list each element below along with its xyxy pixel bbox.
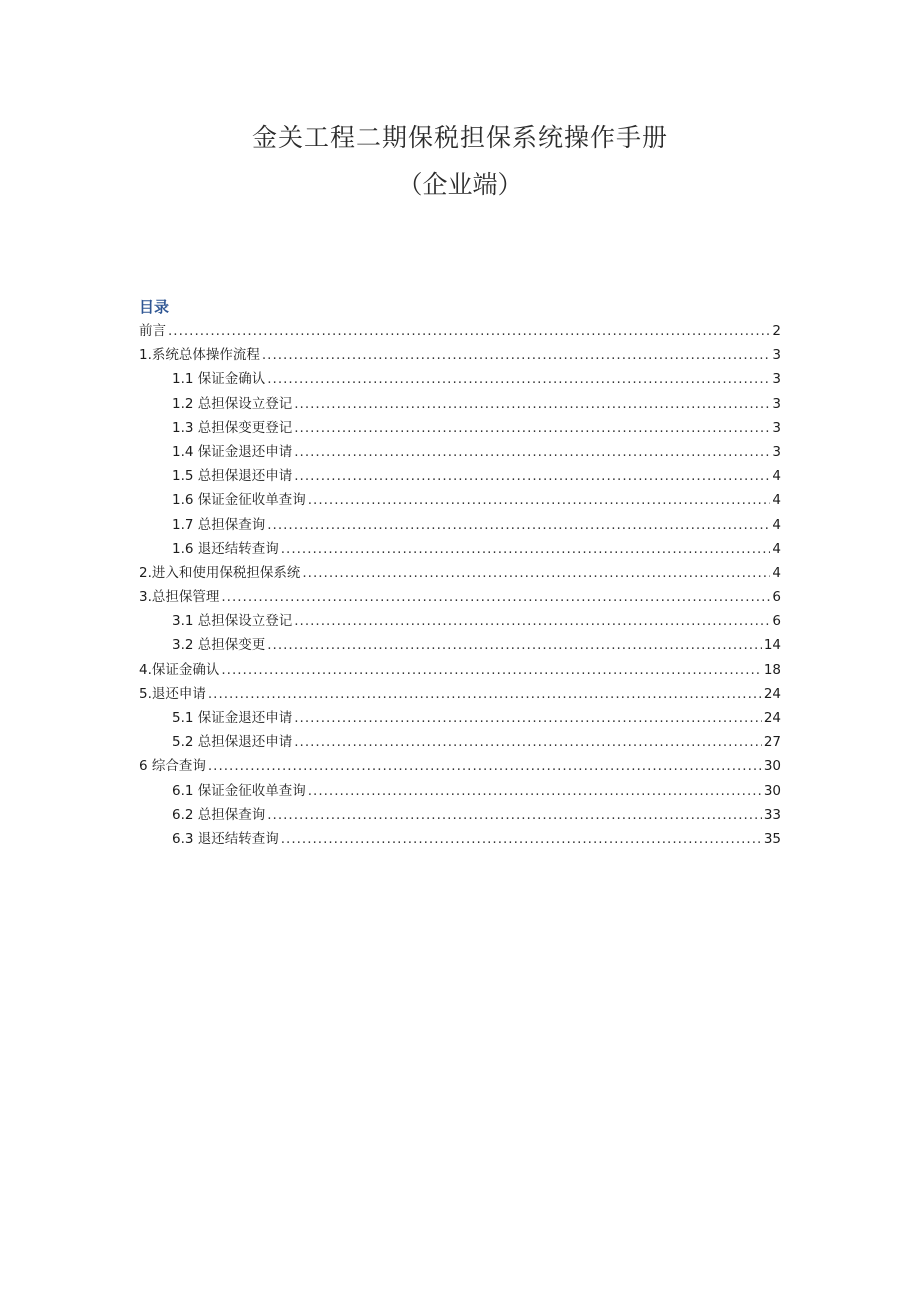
toc-entry-label: 3.2 总担保变更 (172, 637, 266, 654)
toc-entry-label: 1.3 总担保变更登记 (172, 419, 293, 436)
toc-entry-page-number: 18 (763, 661, 781, 678)
toc-dot-leader (208, 682, 762, 706)
toc-entry-label: 6 综合查询 (139, 758, 206, 775)
toc-entry[interactable] (139, 658, 781, 682)
toc-entry-page-number: 6 (772, 589, 781, 606)
toc-entry[interactable] (139, 392, 781, 416)
toc-entry[interactable] (139, 609, 781, 633)
toc-entry-page-number: 2 (772, 323, 781, 339)
toc-entry-label: 6.3 退还结转查询 (172, 830, 279, 847)
toc-dot-leader (267, 803, 762, 827)
toc-entry-label: 1.6 退还结转查询 (172, 540, 279, 557)
toc-entry[interactable] (139, 440, 781, 464)
toc-entry-page-number: 4 (772, 492, 781, 509)
toc-entry[interactable] (139, 779, 781, 803)
title-block (0, 114, 920, 208)
toc-entry-page-number: 6 (772, 613, 781, 630)
toc-entry[interactable] (139, 464, 781, 488)
toc-entry-label: 1.1 保证金确认 (172, 371, 266, 388)
toc-dot-leader (168, 319, 770, 343)
toc-entry-label: 1.系统总体操作流程 (139, 347, 260, 364)
toc-entry-page-number: 30 (763, 758, 781, 775)
toc-entry[interactable] (139, 561, 781, 585)
toc-entry-label: 1.4 保证金退还申请 (172, 443, 293, 460)
toc-dot-leader (281, 537, 771, 561)
toc-entry-page-number: 33 (763, 806, 781, 823)
toc-entry[interactable] (139, 513, 781, 537)
toc-entry[interactable] (139, 827, 781, 851)
toc-dot-leader (302, 561, 770, 585)
toc-entry-page-number: 4 (772, 468, 781, 485)
toc-entry[interactable] (139, 730, 781, 754)
toc-entry-page-number: 3 (772, 371, 781, 388)
toc-entry-label: 1.7 总担保查询 (172, 516, 266, 533)
toc-entry-page-number: 14 (763, 637, 781, 654)
toc-entry-page-number: 3 (772, 395, 781, 412)
toc-entry-label: 4.保证金确认 (139, 661, 220, 678)
toc-entry-page-number: 24 (763, 710, 781, 726)
toc-dot-leader (208, 754, 762, 778)
toc-dot-leader (262, 343, 771, 367)
toc-entry-label: 前言 (139, 323, 166, 339)
toc-dot-leader (294, 440, 770, 464)
toc-entry[interactable] (139, 367, 781, 391)
toc-dot-leader (221, 585, 770, 609)
toc-entry[interactable] (139, 488, 781, 512)
toc-entry[interactable] (139, 537, 781, 561)
toc-entry-page-number: 4 (772, 564, 781, 581)
toc-entry-label: 2.进入和使用保税担保系统 (139, 564, 301, 581)
toc-entry[interactable] (139, 803, 781, 827)
toc-dot-leader (308, 779, 762, 803)
document-title: 金关工程二期保税担保系统操作手册 (251, 123, 668, 152)
toc-dot-leader (294, 609, 770, 633)
toc-entry-label: 1.5 总担保退还申请 (172, 468, 293, 485)
toc-list (139, 319, 781, 851)
toc-dot-leader (221, 658, 761, 682)
toc-entry-page-number: 30 (763, 782, 781, 799)
toc-dot-leader (294, 706, 762, 730)
toc-entry[interactable] (139, 343, 781, 367)
toc-entry[interactable] (139, 416, 781, 440)
toc-entry-label: 5.2 总担保退还申请 (172, 734, 293, 751)
toc-entry-label: 6.2 总担保查询 (172, 806, 266, 823)
toc-dot-leader (267, 367, 770, 391)
toc-dot-leader (294, 730, 762, 754)
table-of-contents (139, 295, 781, 851)
toc-entry-label: 6.1 保证金征收单查询 (172, 782, 306, 799)
toc-heading: 目录 (139, 298, 170, 316)
toc-entry[interactable] (139, 706, 781, 730)
toc-dot-leader (281, 827, 762, 851)
toc-entry-page-number: 35 (763, 830, 781, 847)
toc-dot-leader (267, 633, 762, 657)
toc-dot-leader (294, 464, 770, 488)
toc-entry-label: 3.总担保管理 (139, 589, 220, 606)
toc-dot-leader (294, 416, 770, 440)
toc-entry-page-number: 4 (772, 516, 781, 533)
toc-entry[interactable] (139, 585, 781, 609)
toc-entry-page-number: 3 (772, 347, 781, 364)
toc-entry-label: 3.1 总担保设立登记 (172, 613, 293, 630)
toc-entry-page-number: 3 (772, 443, 781, 460)
toc-entry[interactable] (139, 754, 781, 778)
toc-entry-label: 5.1 保证金退还申请 (172, 710, 293, 726)
toc-entry[interactable] (139, 319, 781, 343)
toc-entry-label: 1.6 保证金征收单查询 (172, 492, 306, 509)
toc-entry-page-number: 24 (763, 685, 781, 702)
toc-entry-page-number: 4 (772, 540, 781, 557)
toc-entry-page-number: 3 (772, 419, 781, 436)
toc-entry-page-number: 27 (763, 734, 781, 751)
toc-entry[interactable] (139, 682, 781, 706)
document-subtitle: （企业端） (397, 170, 523, 199)
toc-dot-leader (308, 488, 771, 512)
toc-entry[interactable] (139, 633, 781, 657)
toc-dot-leader (267, 513, 770, 537)
toc-dot-leader (294, 392, 770, 416)
toc-entry-label: 1.2 总担保设立登记 (172, 395, 293, 412)
toc-entry-label: 5.退还申请 (139, 685, 206, 702)
